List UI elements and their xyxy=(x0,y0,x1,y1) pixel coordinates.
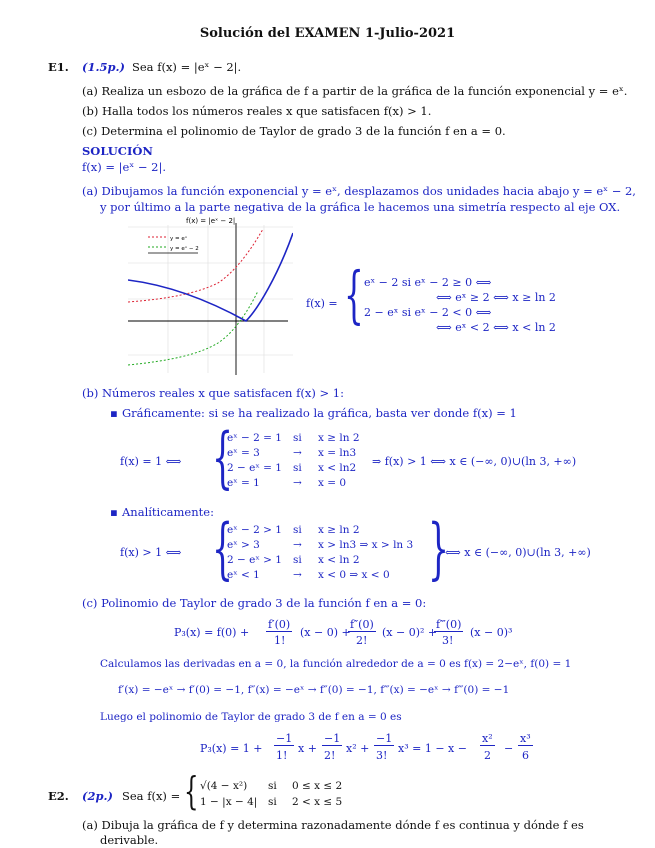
piecewise-brace: { xyxy=(344,258,364,331)
plot-title: f(x) = |eˣ − 2| xyxy=(186,217,236,225)
taylor-term-2: (x − 0)² + xyxy=(382,626,438,639)
function-plot xyxy=(128,215,293,375)
exercise-2-brace: { xyxy=(184,769,199,813)
result-frac-2-num: x³ xyxy=(520,732,531,745)
inequality-row-3-rel: si xyxy=(293,554,302,566)
taylor-coef-1-den: 1! xyxy=(274,634,286,647)
result-term-3: x³ = 1 − x − xyxy=(398,742,467,755)
exercise-2-part-a-line1: (a) Dibuja la gráfica de f y determina razonadamente dónde f es continua y dónde f es xyxy=(82,818,584,832)
equality-row-1-rel: si xyxy=(293,432,302,444)
inequality-row-4-expr: eˣ < 1 xyxy=(227,569,260,581)
inequality-row-4-rel: → xyxy=(293,569,302,581)
solution-heading: SOLUCIÓN xyxy=(82,144,153,158)
taylor-coef-3-den: 3! xyxy=(442,634,454,647)
graphical-bullet: ▪ xyxy=(110,406,118,420)
equality-row-2-rel: → xyxy=(293,447,302,459)
legend-label-shifted: y = eˣ − 2 xyxy=(170,246,199,252)
inequality-row-1-expr: eˣ − 2 > 1 xyxy=(227,524,282,536)
legend-label-exponential: y = eˣ xyxy=(170,236,188,242)
part-a-text-line1: (a) Dibujamos la función exponencial y = eˣ, desplazamos dos unidades hacia abajo y = eˣ − 2, xyxy=(82,184,636,198)
derivatives-values: f′(x) = −eˣ → f′(0) = −1, f″(x) = −eˣ → f″(0) = −1, f‴(x) = −eˣ → f‴(0) = −1 xyxy=(118,684,510,696)
analytical-text: Analíticamente: xyxy=(122,505,214,519)
exercise-2-sea: Sea f(x) = xyxy=(122,789,181,803)
exercise-2-row-1-cond: 0 ≤ x ≤ 2 xyxy=(292,780,343,792)
equality-row-2-cond: x = ln3 xyxy=(318,447,357,459)
piecewise-row-2: ⟺ eˣ ≥ 2 ⟺ x ≥ ln 2 xyxy=(436,291,556,304)
taylor-coef-2-num: f″(0) xyxy=(350,618,374,631)
taylor-coef-1-num: f′(0) xyxy=(268,618,291,631)
result-lhs: P₃(x) = 1 + xyxy=(200,742,263,755)
taylor-term-3: (x − 0)³ xyxy=(470,626,513,639)
taylor-coef-3-num: f‴(0) xyxy=(436,618,462,631)
inequality-right-brace: } xyxy=(428,510,449,587)
piecewise-row-1: eˣ − 2 si eˣ − 2 ≥ 0 ⟺ xyxy=(364,276,492,289)
inequality-row-1-rel: si xyxy=(293,524,302,536)
exercise-1-label: E1. xyxy=(48,60,69,74)
result-term-1: x + xyxy=(298,742,317,755)
taylor-term-1: (x − 0) + xyxy=(300,626,351,639)
equality-row-1-cond: x ≥ ln 2 xyxy=(318,432,360,444)
piecewise-lhs: f(x) = xyxy=(306,297,338,310)
inequality-row-4-cond: x < 0 ⇒ x < 0 xyxy=(318,569,390,581)
taylor-result-intro: Luego el polinomio de Taylor de grado 3 de f en a = 0 es xyxy=(100,711,402,723)
result-coef-3-den: 3! xyxy=(376,749,388,762)
result-coef-2-num: −1 xyxy=(324,732,341,745)
exercise-2-part-a-line2: derivable. xyxy=(100,833,159,847)
result-coef-1-den: 1! xyxy=(276,749,288,762)
page-title: Solución del EXAMEN 1-Julio-2021 xyxy=(199,26,456,41)
equality-row-4-cond: x = 0 xyxy=(318,477,347,489)
result-frac-1-num: x² xyxy=(482,732,493,745)
exercise-2-row-2-expr: 1 − |x − 4| xyxy=(200,796,258,808)
exercise-1-part-b: (b) Halla todos los números reales x que satisfacen f(x) > 1. xyxy=(82,104,432,118)
exponential-curve xyxy=(128,229,263,302)
taylor-coef-2-den: 2! xyxy=(356,634,368,647)
shifted-exponential-curve xyxy=(128,291,258,365)
equality-rhs: ⇒ f(x) > 1 ⟺ x ∈ (−∞, 0)∪(ln 3, +∞) xyxy=(372,455,577,468)
part-b-text: (b) Números reales x que satisfacen f(x) > 1: xyxy=(82,386,344,400)
equality-row-4-rel: → xyxy=(293,477,302,489)
equality-row-2-expr: eˣ = 3 xyxy=(227,447,260,459)
equality-row-1-expr: eˣ − 2 = 1 xyxy=(227,432,282,444)
exercise-1-points: (1.5p.) xyxy=(82,60,125,74)
abs-exponential-curve xyxy=(128,233,293,321)
exercise-2-label: E2. xyxy=(48,789,69,803)
exercise-1-part-c: (c) Determina el polinomio de Taylor de grado 3 de la función f en a = 0. xyxy=(82,124,506,138)
inequality-row-1-cond: x ≥ ln 2 xyxy=(318,524,360,536)
inequality-row-2-rel: → xyxy=(293,539,302,551)
piecewise-row-3: 2 − eˣ si eˣ − 2 < 0 ⟺ xyxy=(364,306,492,319)
exercise-1-statement: Sea f(x) = |eˣ − 2|. xyxy=(132,60,242,74)
solution-definition: f(x) = |eˣ − 2|. xyxy=(82,160,167,174)
inequality-row-3-expr: 2 − eˣ > 1 xyxy=(227,554,282,566)
result-frac-2-den: 6 xyxy=(522,749,529,762)
piecewise-row-4: ⟺ eˣ < 2 ⟺ x < ln 2 xyxy=(436,321,556,334)
part-c-text: (c) Polinomio de Taylor de grado 3 de la función f en a = 0: xyxy=(82,596,427,610)
exercise-2-row-2-si: si xyxy=(268,796,277,808)
taylor-formula-lhs: P₃(x) = f(0) + xyxy=(174,626,250,639)
inequality-row-2-cond: x > ln3 ⇒ x > ln 3 xyxy=(318,539,414,551)
equality-lhs: f(x) = 1 ⟺ xyxy=(120,455,182,468)
result-term-2: x² + xyxy=(346,742,370,755)
result-coef-1-num: −1 xyxy=(276,732,293,745)
equality-row-3-rel: si xyxy=(293,462,302,474)
exercise-2-row-1-si: si xyxy=(268,780,277,792)
derivatives-intro: Calculamos las derivadas en a = 0, la función alrededor de a = 0 es f(x) = 2−eˣ, f(0) = 1 xyxy=(100,658,572,670)
result-coef-2-den: 2! xyxy=(324,749,336,762)
exercise-1-part-a: (a) Realiza un esbozo de la gráfica de f a partir de la gráfica de la función exponencial y = eˣ. xyxy=(82,84,628,98)
inequality-row-2-expr: eˣ > 3 xyxy=(227,539,260,551)
exercise-2-row-1-expr: √(4 − x²) xyxy=(200,780,248,792)
equality-row-4-expr: eˣ = 1 xyxy=(227,477,260,489)
graphical-text: Gráficamente: si se ha realizado la gráfica, basta ver donde f(x) = 1 xyxy=(122,406,517,420)
result-frac-1-den: 2 xyxy=(484,749,491,762)
exercise-2-points: (2p.) xyxy=(82,789,113,803)
exercise-2-row-2-cond: 2 < x ≤ 5 xyxy=(292,796,343,808)
result-coef-3-num: −1 xyxy=(376,732,393,745)
equality-brace: { xyxy=(212,419,233,496)
inequality-lhs: f(x) > 1 ⟺ xyxy=(120,546,182,559)
inequality-row-3-cond: x < ln 2 xyxy=(318,554,360,566)
part-a-text-line2: y por último a la parte negativa de la gráfica le hacemos una simetría respecto al eje OX. xyxy=(100,200,621,214)
inequality-rhs: ⟺ x ∈ (−∞, 0)∪(ln 3, +∞) xyxy=(445,546,591,559)
result-minus: − xyxy=(504,742,514,755)
analytical-bullet: ▪ xyxy=(110,505,118,519)
inequality-left-brace: { xyxy=(212,510,233,587)
equality-row-3-cond: x < ln2 xyxy=(318,462,357,474)
equality-row-3-expr: 2 − eˣ = 1 xyxy=(227,462,282,474)
